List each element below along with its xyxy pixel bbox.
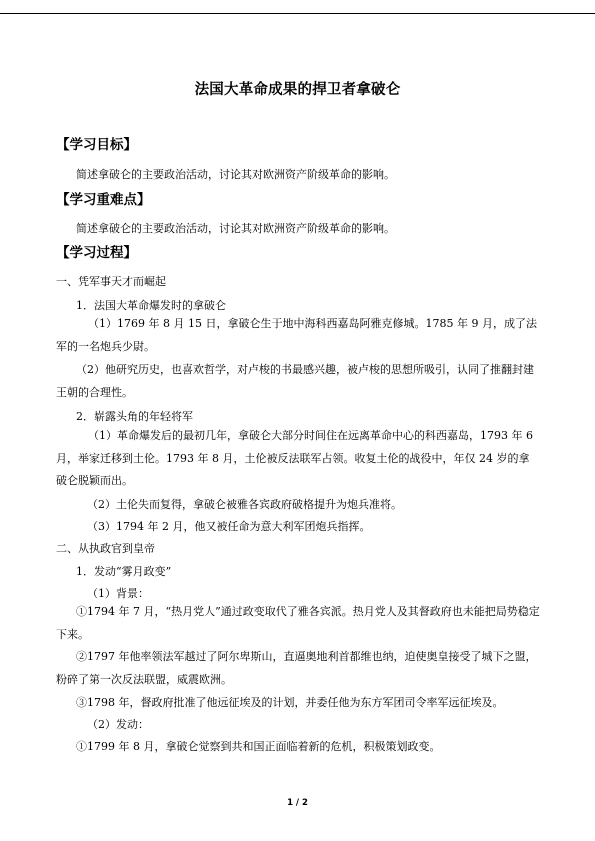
paragraph: （2）他研究历史，也喜欢哲学，对卢梭的书最感兴趣，被卢梭的思想所吸引，认同了推翻封建王朝的合理性。 bbox=[56, 363, 534, 399]
paragraph: （1）革命爆发后的最初几年，拿破仑大部分时间住在远离革命中心的科西嘉岛，1793 年 6 月，举家迁移到土伦。1793 年 8 月，土伦被反法联军占领。收复土伦的战役中，年仅 24 岁的拿破仑脱颖而出。 bbox=[56, 429, 533, 487]
paragraph: ②1797 年他率领法军越过了阿尔卑斯山，直逼奥地利首都维也纳，迫使奥皇接受了城下之盟，粉碎了第一次反法联盟，威震欧洲。 bbox=[56, 650, 537, 686]
learning-goal-text: 简述拿破仑的主要政治活动，讨论其对欧洲资产阶级革命的影响。 bbox=[76, 168, 395, 181]
page-title: 法国大革命成果的捍卫者拿破仑 bbox=[194, 82, 401, 98]
paragraph: ①1794 年 7 月，“热月党人”通过政变取代了雅各宾派。热月党人及其督政府也未能把局势稳定下来。 bbox=[56, 605, 540, 641]
learning-goal-heading: 【学习目标】 bbox=[56, 137, 137, 153]
page-number: 1 / 2 bbox=[287, 798, 308, 808]
paragraph: ①1799 年 8 月，拿破仑觉察到共和国正面临着新的危机，积极策划政变。 bbox=[76, 740, 441, 753]
section-one-heading: 一、凭军事天才而崛起 bbox=[56, 275, 166, 288]
paragraph: （1）1769 年 8 月 15 日，拿破仑生于地中海科西嘉岛阿雅克修城。1785 年 9 月，成了法军的一名炮兵少尉。 bbox=[56, 317, 537, 353]
subsection-heading: 2．崭露头角的年轻将军 bbox=[76, 410, 193, 423]
paragraph: ③1798 年，督政府批准了他远征埃及的计划，并委任他为东方军团司令率军远征埃及。 bbox=[76, 696, 504, 709]
learning-process-heading: 【学习过程】 bbox=[56, 245, 137, 261]
paragraph: （1）背景： bbox=[87, 587, 149, 600]
subsection-heading: 1．发动“雾月政变” bbox=[76, 565, 172, 578]
subsection-heading: 1．法国大革命爆发时的拿破仑 bbox=[76, 299, 226, 312]
header-rule bbox=[0, 13, 595, 14]
key-points-text: 简述拿破仑的主要政治活动，讨论其对欧洲资产阶级革命的影响。 bbox=[76, 222, 395, 235]
section-two-heading: 二、从执政官到皇帝 bbox=[56, 542, 155, 555]
paragraph: （2）发动： bbox=[87, 718, 149, 731]
key-points-heading: 【学习重难点】 bbox=[56, 192, 151, 208]
paragraph: （2）土伦失而复得，拿破仑被雅各宾政府破格提升为炮兵准将。 bbox=[87, 498, 402, 511]
paragraph: （3）1794 年 2 月，他又被任命为意大利军团炮兵指挥。 bbox=[87, 520, 371, 533]
